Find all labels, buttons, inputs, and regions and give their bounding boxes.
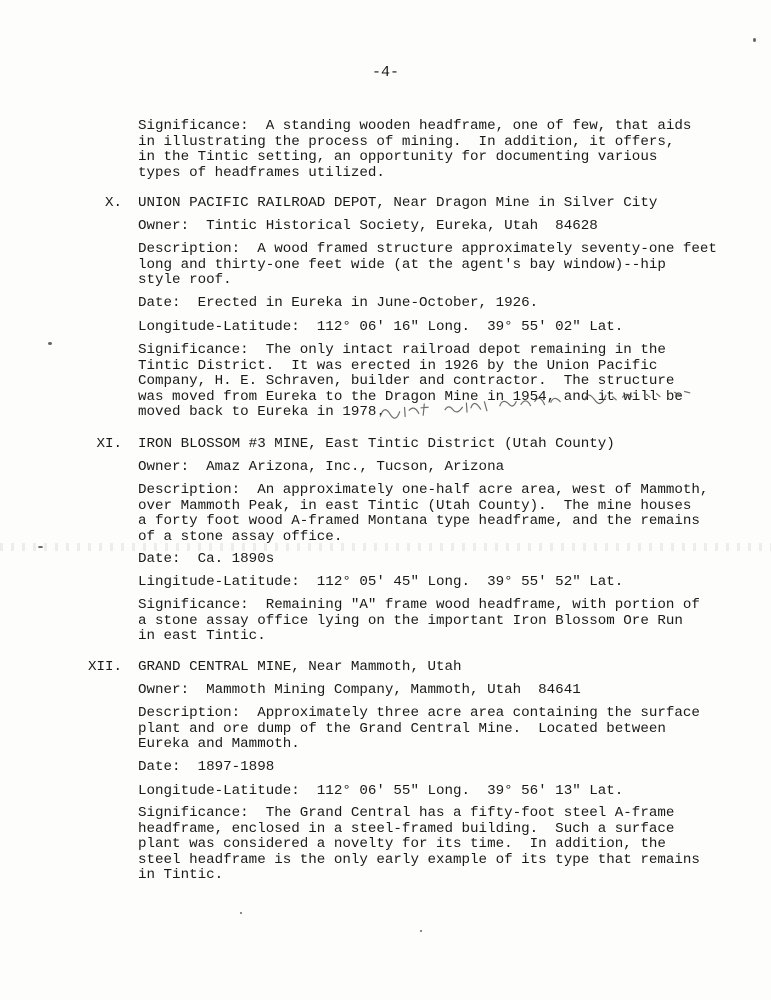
scan-speck [420, 930, 422, 932]
section-x-numeral: X. [104, 195, 122, 211]
section-xi-title: IRON BLOSSOM #3 MINE, East Tintic District (Utah County) [138, 436, 615, 452]
section-xii-numeral: XII. [87, 659, 122, 675]
section-x-description: Description: A wood framed structure approximately seventy-one feet long and thirty-one feet wide (at the agent's bay window)--hip style roof. [138, 241, 717, 288]
scan-noise-band [0, 543, 771, 551]
section-xi-numeral: XI. [96, 436, 122, 452]
section-xi-description: Description: An approximately one-half acre area, west of Mammoth, over Mammoth Peak, in east Tintic (Utah County). The mine houses a forty foot wood A-framed Montana type headframe, and the remains of a stone assay office. [138, 482, 709, 545]
section-xi-coordinates: Lingitude-Latitude: 112° 05' 45" Long. 39° 55' 52" Lat. [138, 574, 624, 590]
scan-speck [753, 38, 756, 42]
section-xi-date: Date: Ca. 1890s [138, 551, 275, 567]
section-xii-coordinates: Longitude-Latitude: 112° 06' 55" Long. 39° 56' 13" Lat. [138, 783, 624, 799]
section-xii-description: Description: Approximately three acre area containing the surface plant and ore dump of the Grand Central Mine. Located between Eureka and Mammoth. [138, 705, 700, 752]
section-xii-date: Date: 1897-1898 [138, 759, 275, 775]
section-xi-significance: Significance: Remaining "A" frame wood headframe, with portion of a stone assay office lying on the important Iron Blossom Ore Run in east Tintic. [138, 597, 700, 644]
section-x-title: UNION PACIFIC RAILROAD DEPOT, Near Dragon Mine in Silver City [138, 195, 658, 211]
section-x-significance: Significance: The only intact railroad depot remaining in the Tintic District. It was erected in 1926 by the Union Pacific Company, H. E. Schraven, builder and contractor. The structure was moved from Eureka to the Dragon Mine in 1954, and it will be moved back to Eureka in 1978. [138, 342, 683, 420]
section-xii-significance: Significance: The Grand Central has a fifty-foot steel A-frame headframe, enclosed in a steel-framed building. Such a surface plant was considered a novelty for its time. In addition, the steel headframe is the only early example of its type that remains in Tintic. [138, 805, 700, 883]
scan-speck [240, 912, 242, 914]
section-x-date: Date: Erected in Eureka in June-October, 1926. [138, 295, 539, 311]
section-xii-owner: Owner: Mammoth Mining Company, Mammoth, Utah 84641 [138, 682, 581, 698]
page-number: -4- [371, 64, 399, 81]
scan-speck [38, 546, 43, 548]
scan-speck [48, 342, 52, 345]
section-xii-title: GRAND CENTRAL MINE, Near Mammoth, Utah [138, 659, 462, 675]
intro-significance: Significance: A standing wooden headframe, one of few, that aids in illustrating the process of mining. In addition, it offers, in the Tintic setting, an opportunity for documenting various types of headframes utilized. [138, 118, 692, 181]
section-x-coordinates: Longitude-Latitude: 112° 06' 16" Long. 39° 55' 02" Lat. [138, 319, 624, 335]
section-xi-owner: Owner: Amaz Arizona, Inc., Tucson, Arizona [138, 459, 505, 475]
section-x-owner: Owner: Tintic Historical Society, Eureka, Utah 84628 [138, 218, 598, 234]
